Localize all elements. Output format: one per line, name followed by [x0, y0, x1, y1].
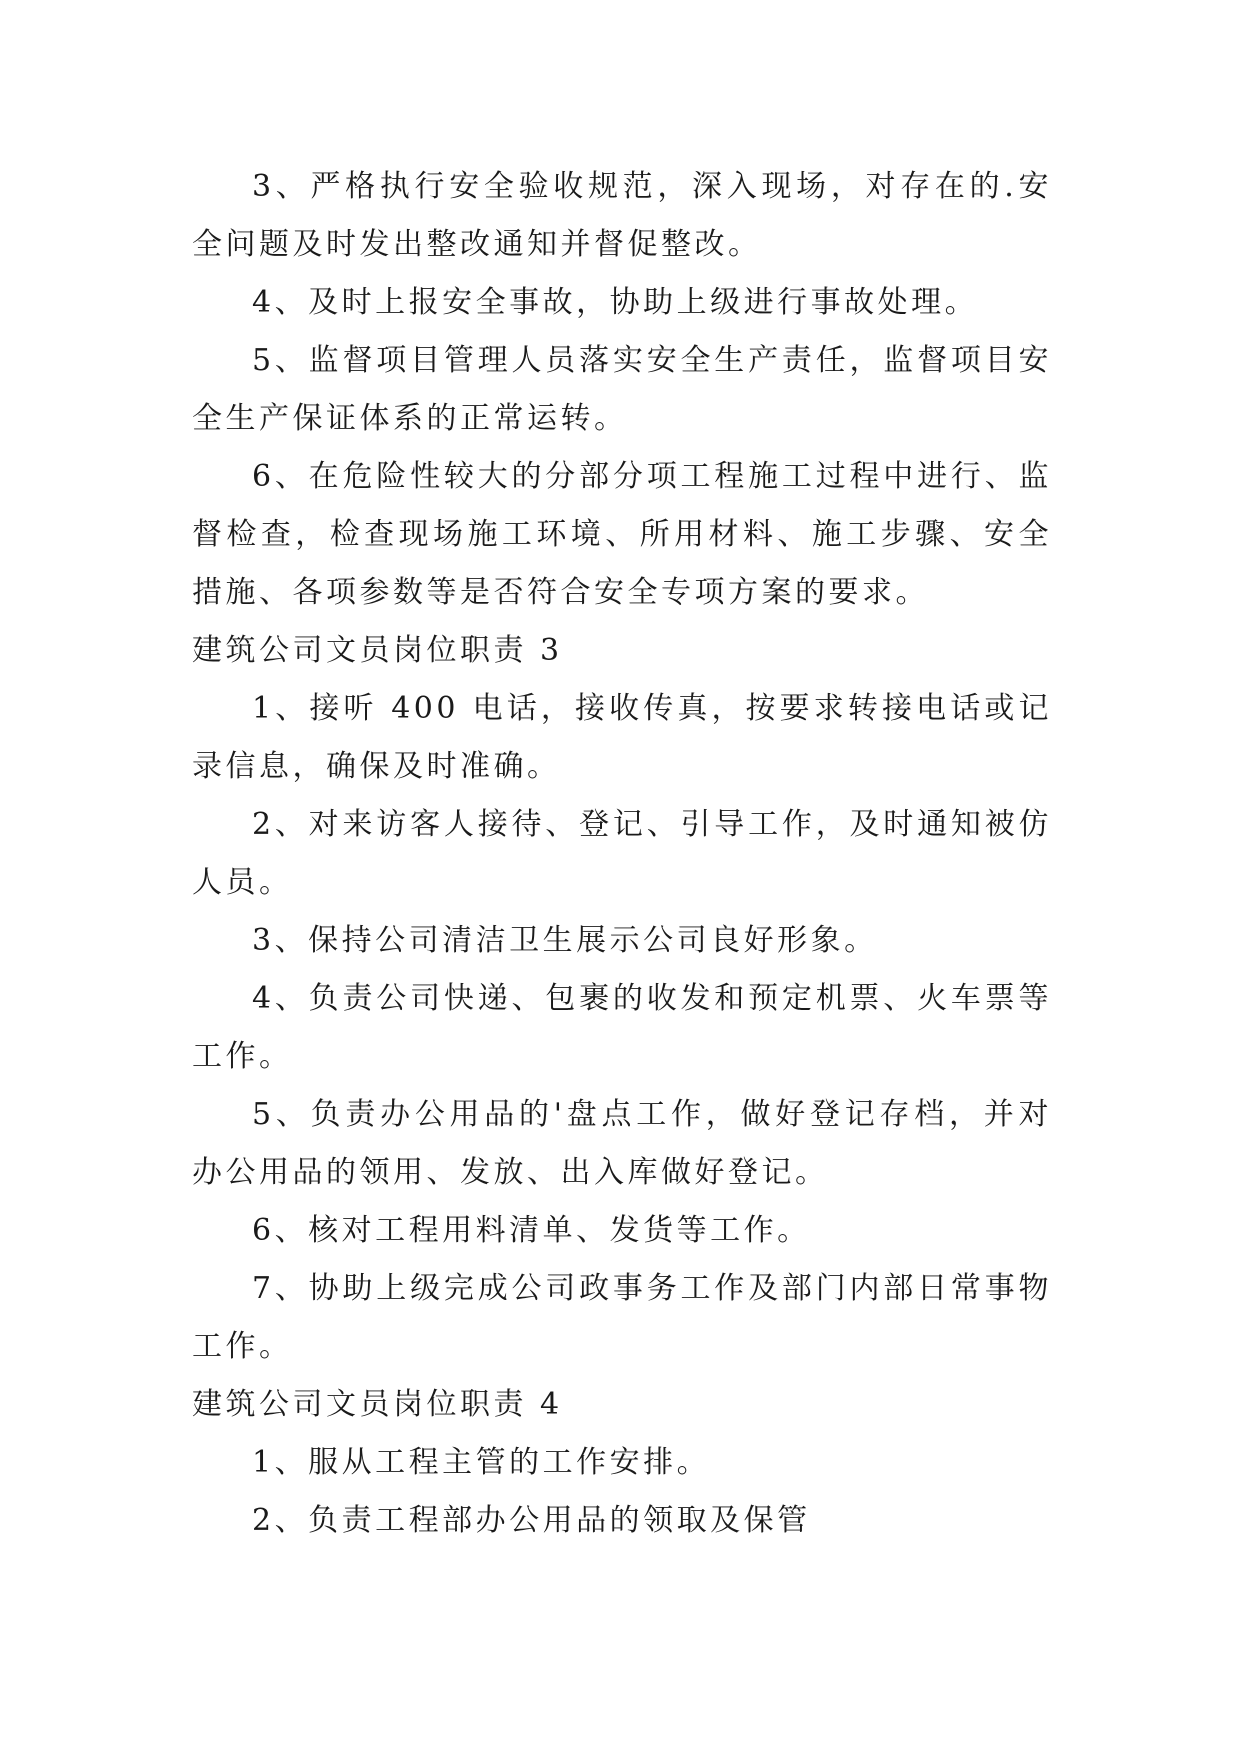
- paragraph-item-3-safety-acceptance: 3、严格执行安全验收规范，深入现场，对存在的.安全问题及时发出整改通知并督促整改。: [192, 169, 1052, 262]
- paragraph-item-5-office-supplies: 5、负责办公用品的'盘点工作，做好登记存档，并对办公用品的领用、发放、出入库做好登记。: [192, 1097, 1052, 1190]
- section-heading-4: 建筑公司文员岗位职责 4: [192, 1387, 563, 1422]
- paragraph-item-5-supervise-responsibility: 5、监督项目管理人员落实安全生产责任，监督项目安全生产保证体系的正常运转。: [192, 343, 1052, 436]
- paragraph-item-2-reception: 2、对来访客人接待、登记、引导工作，及时通知被仿人员。: [192, 807, 1052, 900]
- paragraph-item-2-supplies-custody: 2、负责工程部办公用品的领取及保管: [252, 1503, 811, 1538]
- paragraph-item-1-obey-arrangement: 1、服从工程主管的工作安排。: [252, 1445, 711, 1480]
- document-page: [192, 158, 1052, 1550]
- paragraph-item-6-material-list: 6、核对工程用料清单、发货等工作。: [252, 1213, 811, 1248]
- paragraph-item-4-report-accidents: 4、及时上报安全事故，协助上级进行事故处理。: [252, 285, 979, 320]
- paragraph-item-4-courier: 4、负责公司快递、包裹的收发和预定机票、火车票等工作。: [192, 981, 1052, 1074]
- section-heading-3: 建筑公司文员岗位职责 3: [192, 633, 563, 668]
- paragraph-item-6-dangerous-works: 6、在危险性较大的分部分项工程施工过程中进行、监督检查，检查现场施工环境、所用材料、施工步骤、安全措施、各项参数等是否符合安全专项方案的要求。: [192, 459, 1052, 610]
- paragraph-item-7-assist-superior: 7、协助上级完成公司政事务工作及部门内部日常事物工作。: [192, 1271, 1052, 1364]
- paragraph-item-1-answer-phone: 1、接听 400 电话，接收传真，按要求转接电话或记录信息，确保及时准确。: [192, 691, 1052, 784]
- paragraph-item-3-cleanliness: 3、保持公司清洁卫生展示公司良好形象。: [252, 923, 878, 958]
